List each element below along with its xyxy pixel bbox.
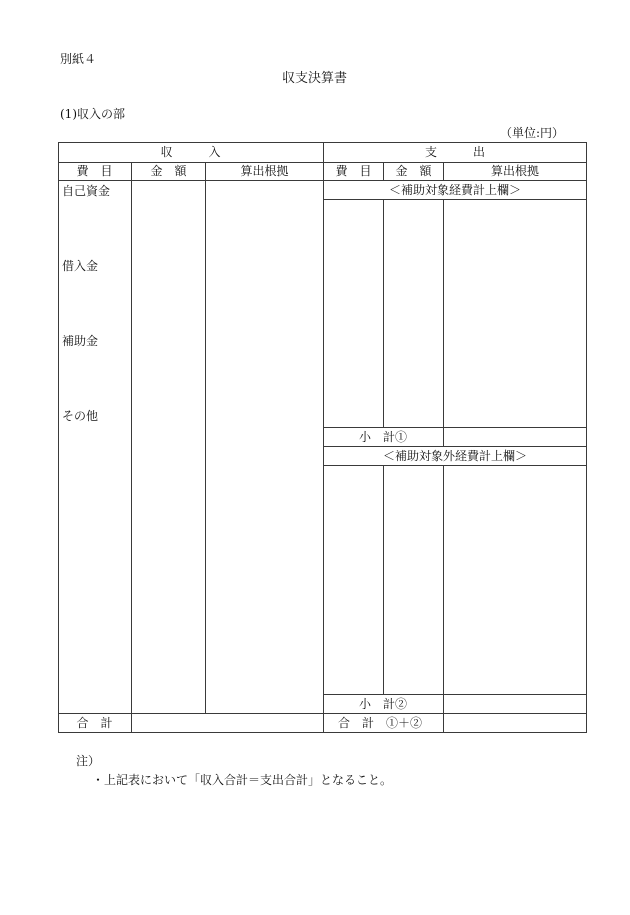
income-item-loans: 借入金: [62, 259, 99, 273]
non-subsidized-section-label: ＜補助対象外経費計上欄＞: [382, 449, 527, 463]
expense-col-basis: 算出根拠: [490, 164, 539, 178]
table-border-left: [58, 142, 59, 733]
unit-label: （単位:円）: [500, 126, 565, 140]
income-total-label: 合 計: [76, 716, 113, 730]
subtotal2-label: 小 計②: [359, 697, 408, 711]
expense-col-line-1-b: [383, 465, 384, 694]
income-col-item: 費 目: [76, 164, 113, 178]
income-total-line: [58, 713, 324, 714]
header-row1-line: [58, 162, 587, 163]
subtotal1-bottom-line: [323, 446, 587, 447]
expense-col-line-2-a: [443, 199, 444, 446]
non-subsidized-section-line: [323, 465, 587, 466]
notes-heading: 注）: [76, 754, 101, 768]
document-title: 収支決算書: [282, 71, 348, 86]
center-divider: [323, 142, 324, 733]
expense-col-amount: 金 額: [395, 164, 432, 178]
income-col-amount: 金 額: [150, 164, 187, 178]
expense-col-line-1-a: [383, 199, 384, 427]
expense-header: 支 出: [424, 145, 485, 159]
income-item-subsidy: 補助金: [62, 334, 99, 348]
header-row2-line: [58, 180, 587, 181]
income-col-basis: 算出根拠: [240, 164, 289, 178]
income-col-line-2: [205, 162, 206, 713]
expense-col-line-2-b: [443, 465, 444, 733]
budget-table: [58, 142, 587, 733]
subtotal1-label: 小 計①: [359, 430, 408, 444]
notes-line-1: ・上記表において「収入合計＝支出合計」となること。: [92, 773, 393, 787]
expense-col-item: 費 目: [335, 164, 372, 178]
subtotal1-top-line: [323, 427, 587, 428]
income-header: 収 入: [160, 145, 221, 159]
table-border-right: [586, 142, 587, 733]
income-col-line-1: [131, 162, 132, 733]
section-label: (1)収入の部: [60, 107, 125, 121]
subsidized-section-label: ＜補助対象経費計上欄＞: [388, 183, 521, 197]
subtotal2-top-line: [323, 694, 587, 695]
subsidized-section-line: [323, 199, 587, 200]
income-item-other: その他: [62, 409, 99, 423]
expense-total-line: [323, 713, 587, 714]
expense-total-label: 合 計 ①＋②: [338, 716, 423, 730]
income-item-own-funds: 自己資金: [62, 184, 111, 198]
attachment-label: 別紙４: [60, 52, 97, 66]
